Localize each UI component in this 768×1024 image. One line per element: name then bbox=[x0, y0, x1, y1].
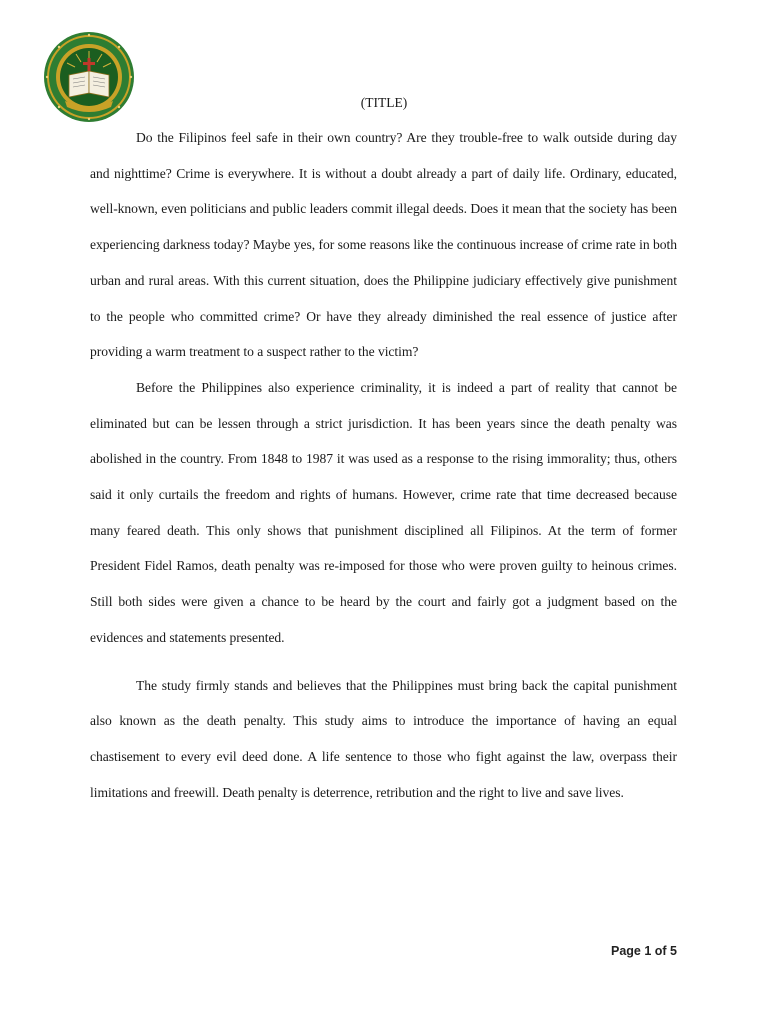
document-body bbox=[90, 120, 677, 810]
page-number: Page 1 of 5 bbox=[611, 944, 677, 958]
paragraph-background: Before the Philippines also experience criminality, it is indeed a part of reality that cannot be eliminated but can be lessen through a strict jurisdiction. It has been years since the death penalty was abolished in the country. From 1848 to 1987 it was used as a response to the rising immorality; thus, others said it only curtails the freedom and rights of humans. However, crime rate that time decreased because many feared death. This only shows that punishment disciplined all Filipinos. At the term of former President Fidel Ramos, death penalty was re-imposed for those who were proven guilty to heinous crimes. Still both sides were given a chance to be heard by the court and fairly got a judgment based on the evidences and statements presented. bbox=[90, 379, 677, 645]
paragraph-intro: Do the Filipinos feel safe in their own country? Are they trouble-free to walk outside during day and nighttime? Crime is everywhere. It is without a doubt already a part of daily life. Ordinary, educated, well-known, even politicians and public leaders commit illegal deeds. Does it mean that the society has been experiencing darkness today? Maybe yes, for some reasons like the continuous increase of crime rate in both urban and rural areas. With this current situation, does the Philippine judiciary effectively give punishment to the people who committed crime? Or have they already diminished the real essence of justice after providing a warm treatment to a suspect rather to the victim? bbox=[90, 130, 677, 360]
paragraph-thesis: The study firmly stands and believes that the Philippines must bring back the capital punishment also known as the death penalty. This study aims to introduce the importance of having an equal chastisement to every evil deed done. A life sentence to those who fight against the law, overpass their limitations and freewill. Death penalty is deterrence, retribution and the right to live and save lives. bbox=[90, 677, 677, 800]
document-title: (TITLE) bbox=[360, 95, 408, 110]
